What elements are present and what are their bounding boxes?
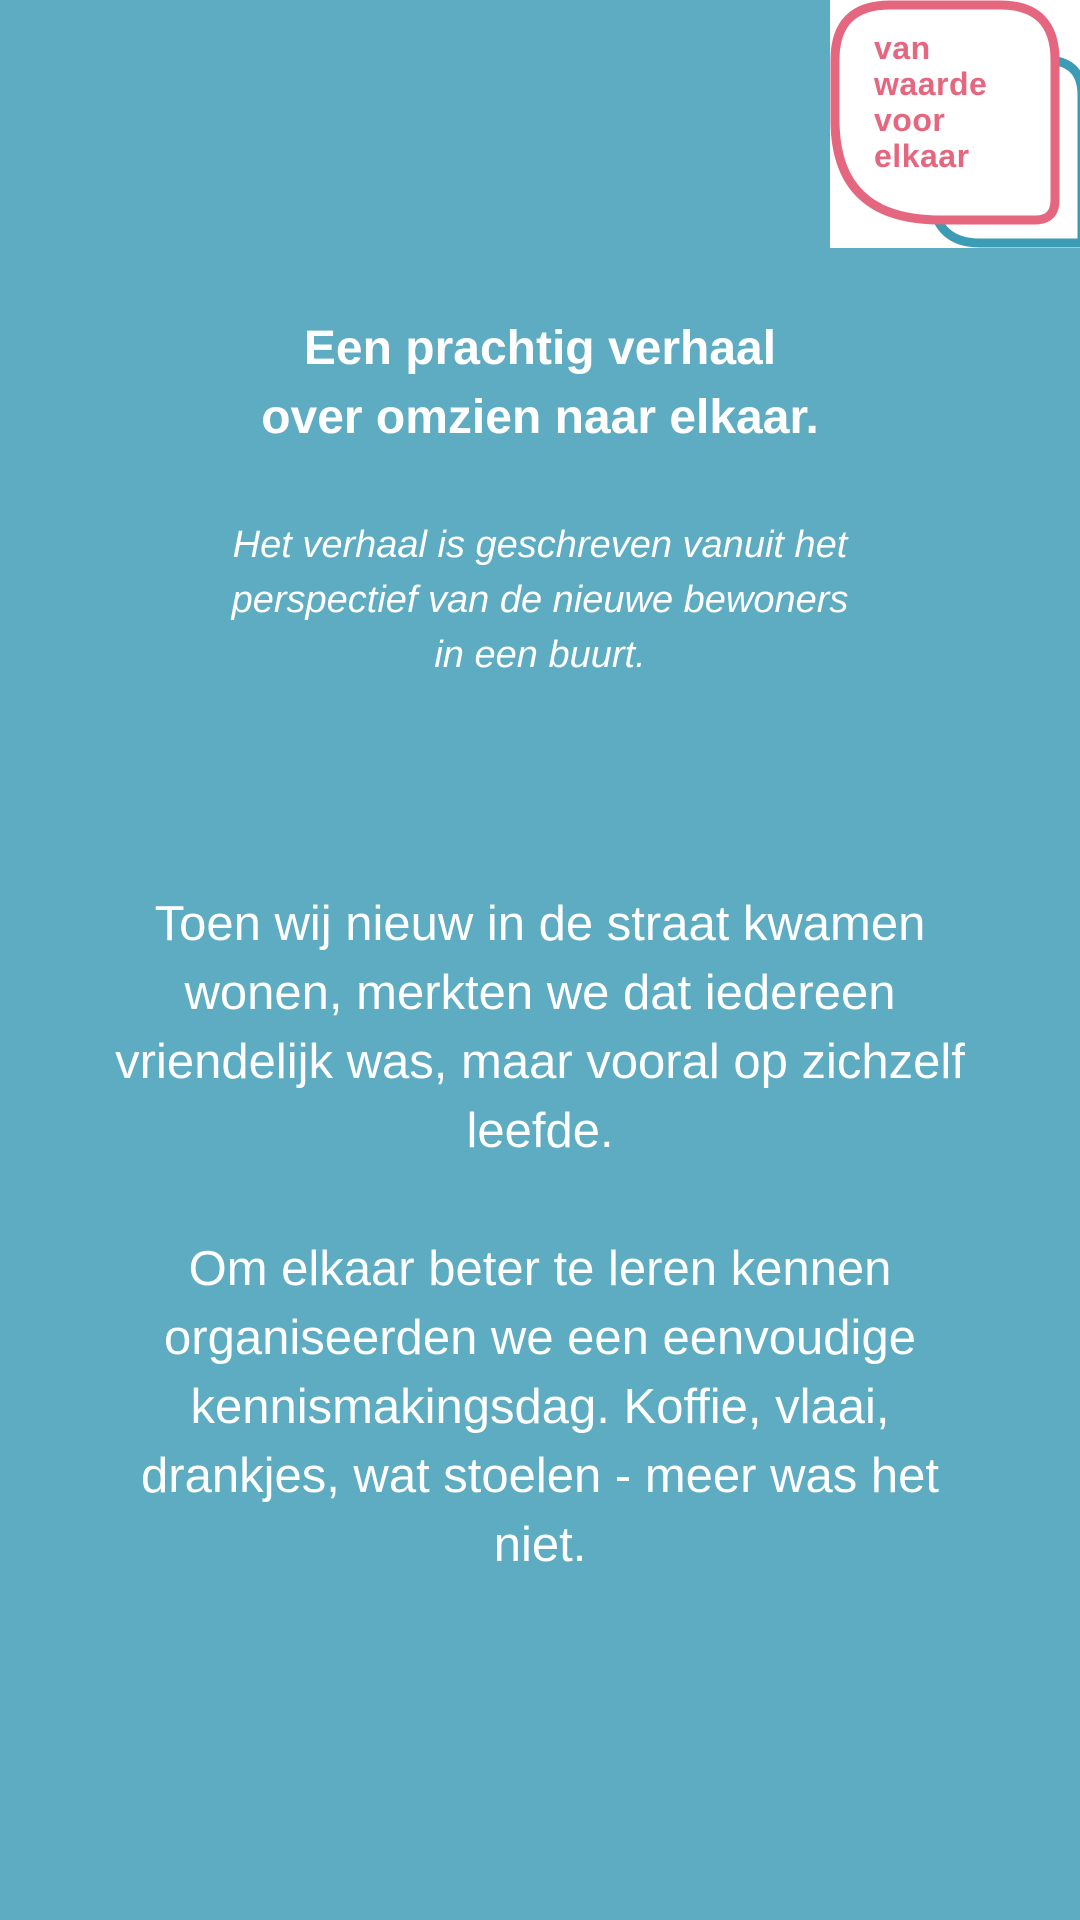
story-paragraph-1: Toen wij nieuw in de straat kwamen wonen, merkten we dat iedereen vriendelijk was, maar vooral op zichzelf leefde. xyxy=(115,897,965,1158)
subtitle: Het verhaal is geschreven vanuit het perspectief van de nieuwe bewoners in een buurt. xyxy=(231,524,849,676)
logo xyxy=(830,0,1080,248)
story-text xyxy=(90,890,990,1649)
story-paragraph-2: Om elkaar beter te leren kennen organiseerden we een eenvoudige kennismakingsdag. Koffie, vlaai, drankjes, wat stoelen - meer was het niet. xyxy=(141,1242,939,1572)
headline: Een prachtig verhaal over omzien naar elkaar. xyxy=(261,322,819,444)
logo-text: van waarde voor elkaar xyxy=(874,30,988,174)
